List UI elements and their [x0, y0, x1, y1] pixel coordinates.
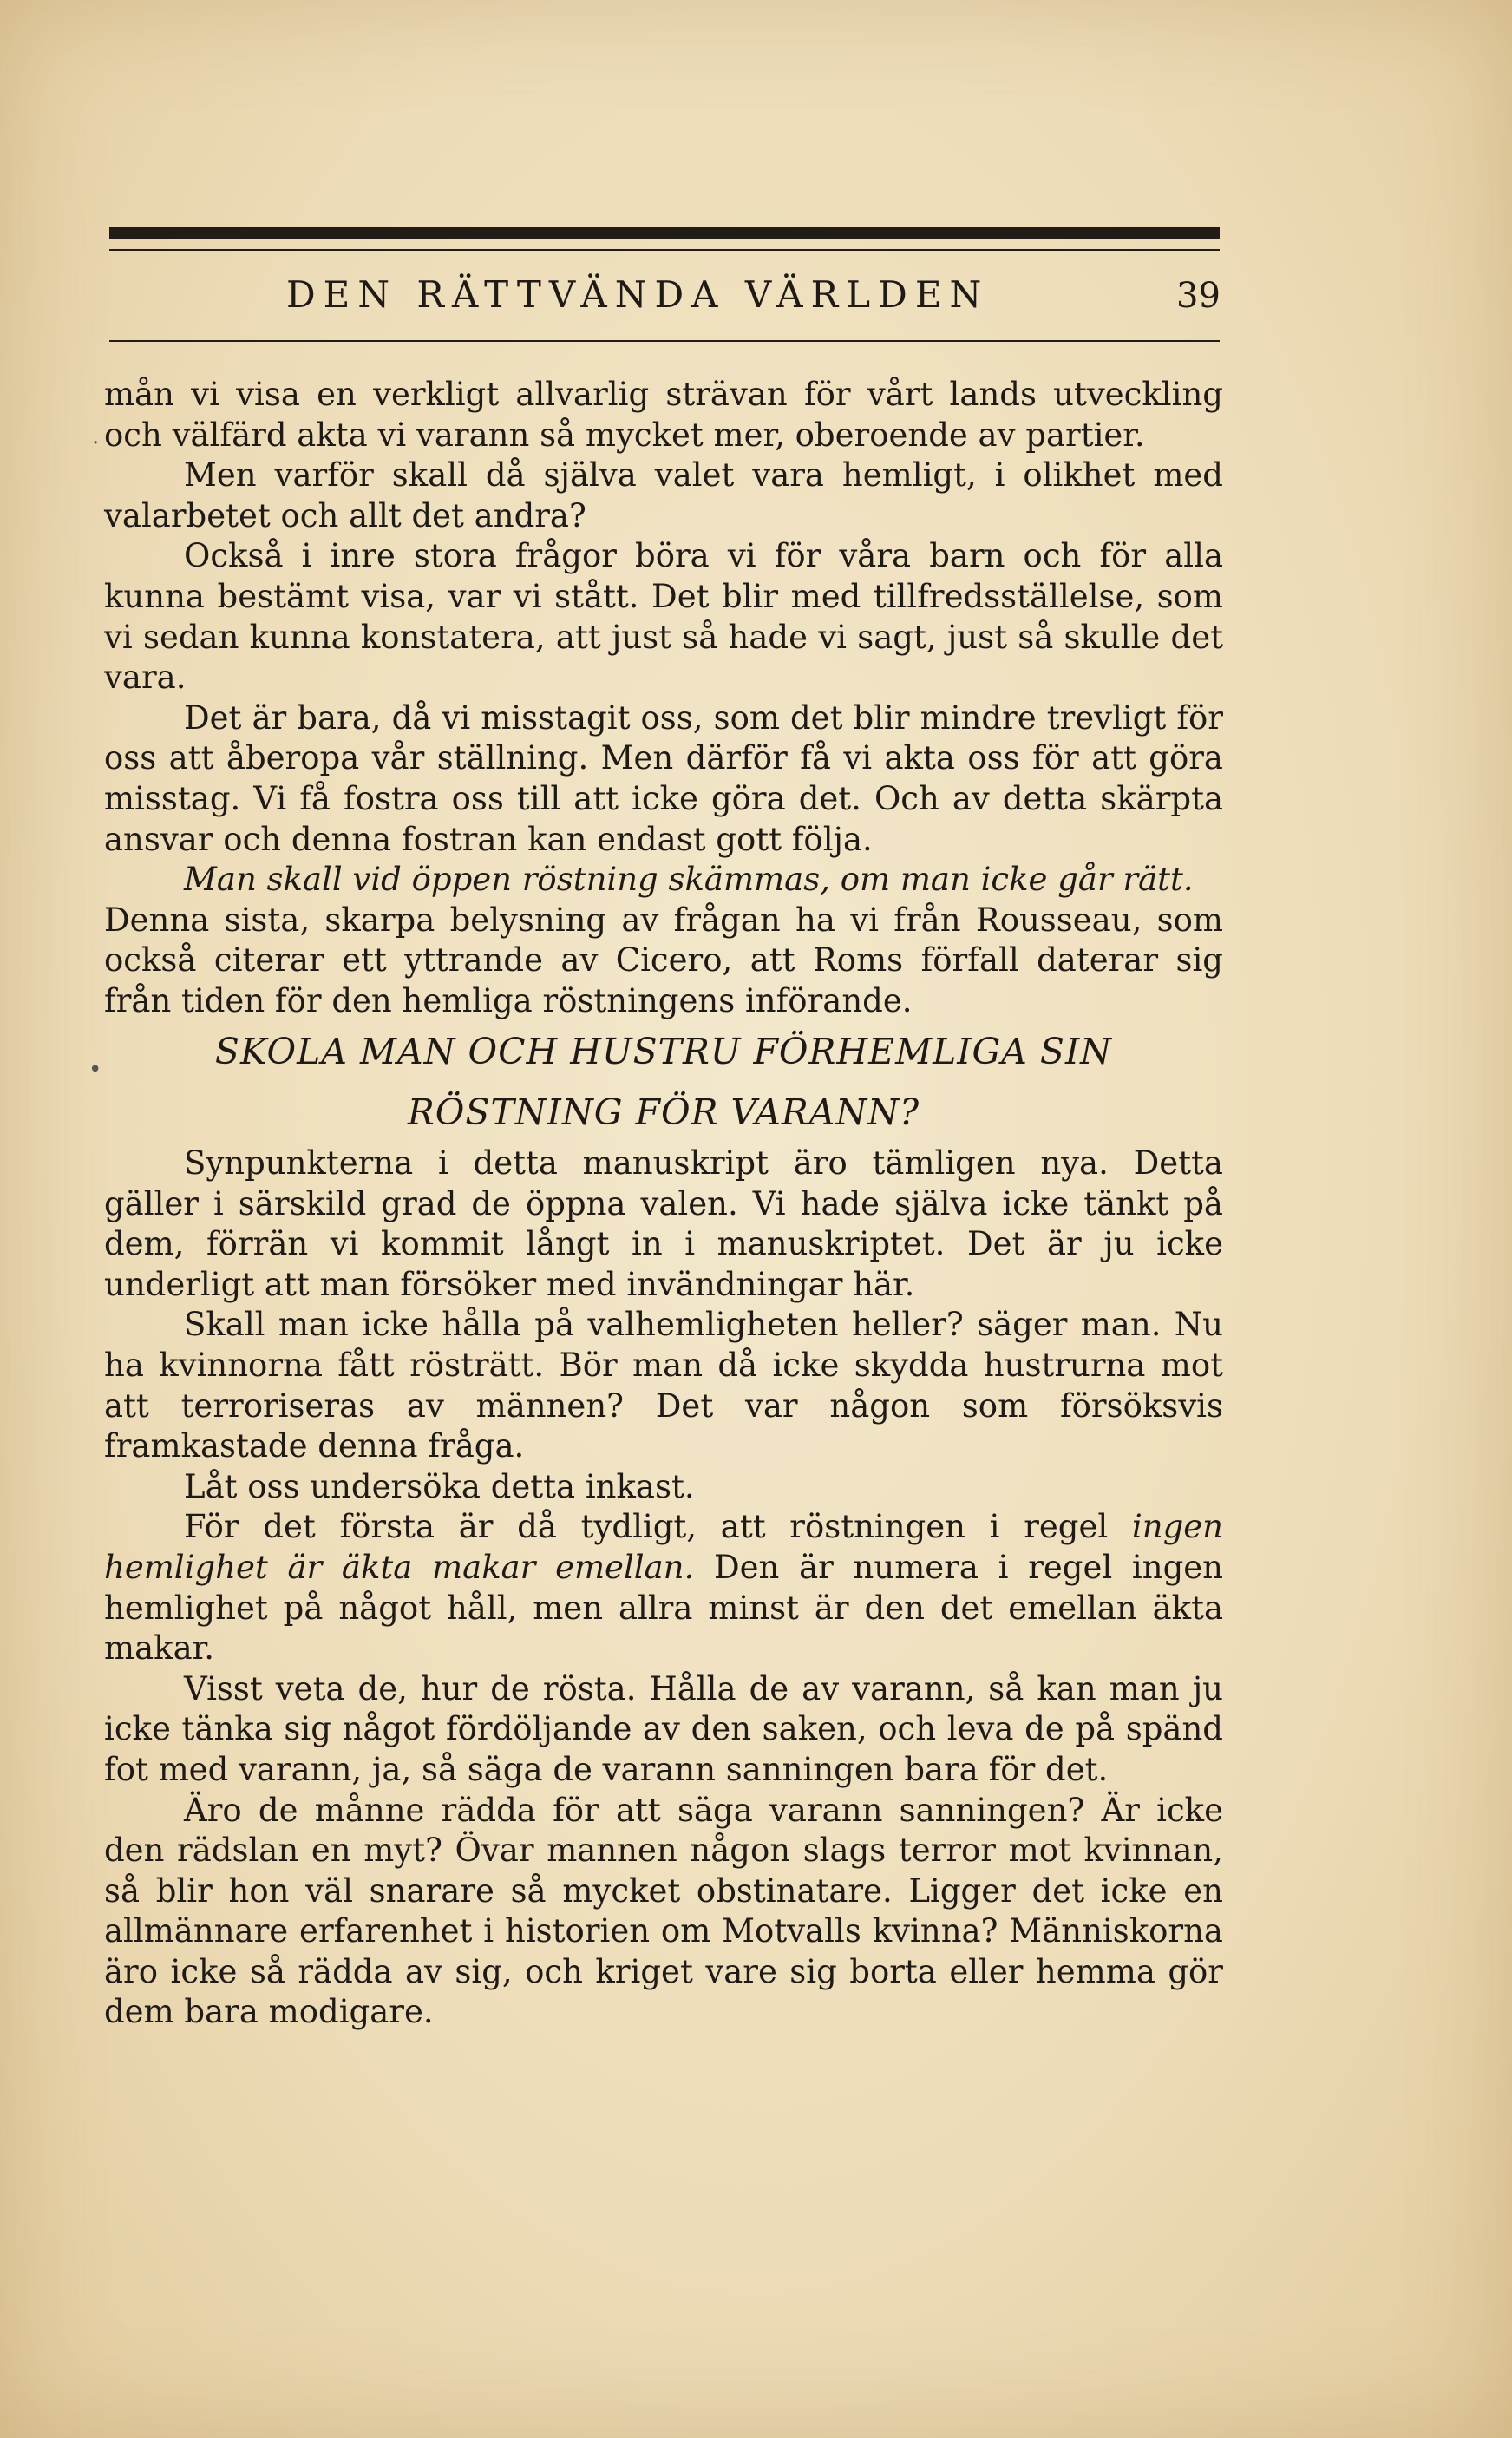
paragraph: Låt oss undersöka detta inkast.: [184, 1467, 695, 1505]
paragraph: Men varför skall då själva valet vara hemligt, i olikhet med valarbetet och allt det andra?: [104, 456, 1223, 534]
paragraph: Också i inre stora frågor böra vi för våra barn och för alla kunna bestämt visa, var vi stått. Det blir med tillfredsställelse, som vi sedan kunna konstatera, att just så hade vi sagt, just så skulle det vara.: [104, 537, 1223, 697]
header-rule-thick: [109, 227, 1220, 239]
text-run: För det första är då tydligt, att röstningen i regel: [184, 1508, 1132, 1546]
paragraph: Skall man icke hålla på valhemligheten heller? säger man. Nu ha kvinnorna fått rösträtt. Bör man då icke skydda hustrurna mot att terroriseras av männen? Det var någon som försöksvis framkastade denna fråga.: [104, 1306, 1223, 1465]
paragraph: Denna sista, skarpa belysning av frågan ha vi från Rousseau, som också citerar ett yttrande av Cicero, att Roms förfall daterar sig från tiden för den hemliga röstningens införande.: [104, 901, 1223, 1019]
intro-text: [104, 375, 1223, 1022]
section-heading-line: SKOLA MAN OCH HUSTRU FÖRHEMLIGA SIN: [214, 1031, 1113, 1072]
section-heading: [104, 1021, 1223, 1143]
margin-speck: •: [88, 1057, 102, 1083]
paragraph: Visst veta de, hur de rösta. Hålla de av varann, så kan man ju icke tänka sig något fördöljande av den saken, och leva de på spänd fot med varann, ja, så säga de varann sanningen bara för det.: [104, 1669, 1223, 1788]
section-text: [104, 1144, 1223, 2033]
margin-speck: ·: [92, 430, 100, 456]
italic-emphasis: ingen hemlighet är äkta makar emellan.: [104, 1508, 1223, 1586]
header-rule-bottom: [109, 340, 1220, 342]
paragraph: mån vi visa en verkligt allvarlig strävan för vårt lands utveckling och välfärd akta vi varann så mycket mer, oberoende av partier.: [104, 376, 1223, 454]
paragraph: [104, 1507, 1223, 1668]
running-head: DEN RÄTTVÄNDA VÄRLDEN: [286, 273, 990, 316]
header-rule-thin: [109, 249, 1220, 251]
italic-maxim: Man skall vid öppen röstning skämmas, om man icke går rätt.: [184, 861, 1194, 899]
paragraph: Äro de månne rädda för att säga varann sanningen? Är icke den rädslan en myt? Övar mannen någon slags terror mot kvinnan, så blir hon väl snarare så mycket obstinatare. Ligger det icke en allmännare erfarenhet i historien om Motvalls kvinna? Människorna äro icke så rädda av sig, och kriget vare sig borta eller hemma gör dem bara modigare.: [104, 1791, 1223, 2031]
paragraph: Det är bara, då vi misstagit oss, som det blir mindre trevligt för oss att åberopa vår ställning. Men därför få vi akta oss för att göra misstag. Vi få fostra oss till att icke göra det. Och av detta skärpta ansvar och denna fostran kan endast gott följa.: [104, 698, 1223, 858]
section-heading-line: RÖSTNING FÖR VARANN?: [407, 1091, 920, 1133]
paragraph: Synpunkterna i detta manuskript äro tämligen nya. Detta gäller i särskild grad de öppna valen. Vi hade själva icke tänkt på dem, förrän vi kommit långt in i manuskriptet. Det är ju icke underligt att man försöker med invändningar här.: [104, 1144, 1223, 1303]
page-number: 39: [1176, 276, 1221, 316]
text-run: Den är numera i regel ingen hemlighet på något håll, men allra minst är den det emellan äkta makar.: [104, 1548, 1223, 1668]
